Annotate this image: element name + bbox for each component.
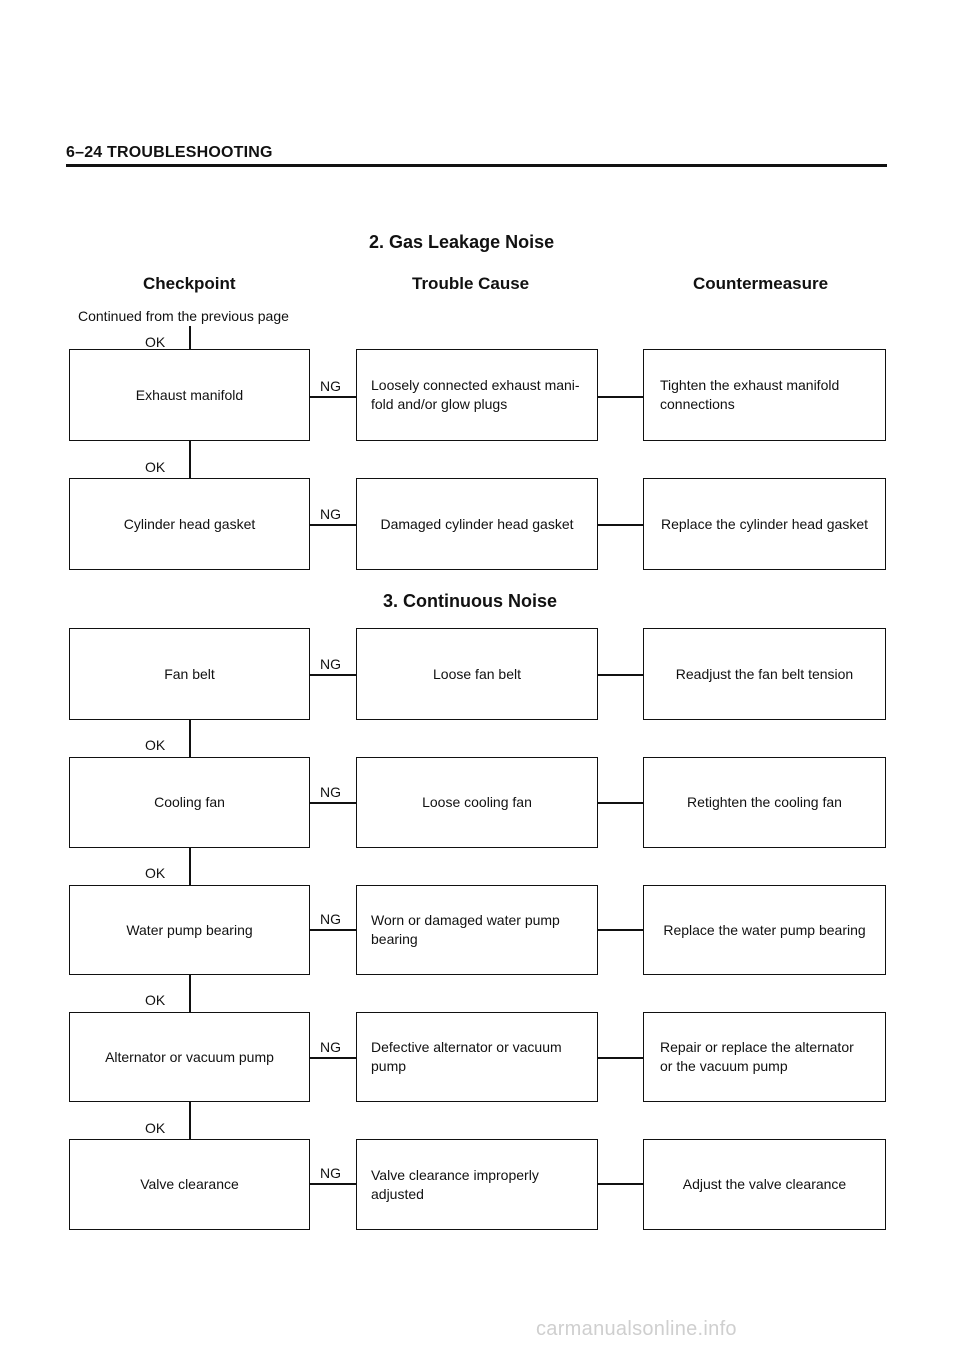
ok-label: OK xyxy=(145,1120,166,1136)
connector-line xyxy=(598,1183,644,1185)
countermeasure-label: Repair or replace the alternator or the vacuum pump xyxy=(660,1039,854,1074)
countermeasure-label: Readjust the fan belt tension xyxy=(675,665,854,682)
countermeasure-box xyxy=(643,1012,886,1102)
ok-label: OK xyxy=(145,865,166,881)
ng-label: NG xyxy=(320,378,341,394)
section-title-continuous-noise: 3. Continuous Noise xyxy=(383,591,558,611)
ok-label: OK xyxy=(145,737,166,753)
ng-label: NG xyxy=(320,1165,341,1181)
ng-label: NG xyxy=(320,506,341,522)
trouble-cause-label: Loose cooling fan xyxy=(422,794,532,811)
connector-line xyxy=(310,929,357,931)
connector-line xyxy=(310,1057,357,1059)
checkpoint-label: Alternator or vacuum pump xyxy=(105,1048,274,1065)
column-header-trouble-cause: Trouble Cause xyxy=(412,274,530,293)
countermeasure-label: Replace the cylinder head gasket xyxy=(660,515,869,532)
checkpoint-label: Exhaust manifold xyxy=(135,386,244,403)
trouble-cause-label: Loose fan belt xyxy=(433,665,521,682)
connector-line xyxy=(598,524,644,526)
checkpoint-box xyxy=(69,628,310,720)
checkpoint-box xyxy=(69,478,310,570)
connector-line xyxy=(310,396,357,398)
connector-line xyxy=(598,674,644,676)
ok-label: OK xyxy=(145,459,166,475)
ng-label: NG xyxy=(320,656,341,672)
connector-line xyxy=(310,802,357,804)
section-title-gas-leakage: 2. Gas Leakage Noise xyxy=(369,232,555,252)
connector-line xyxy=(598,929,644,931)
trouble-cause-box xyxy=(356,628,598,720)
watermark-text: carmanualsonline.info xyxy=(536,1318,737,1340)
countermeasure-box xyxy=(643,885,886,975)
countermeasure-box xyxy=(643,349,886,441)
checkpoint-label: Valve clearance xyxy=(140,1176,239,1193)
connector-line xyxy=(189,326,191,350)
ng-label: NG xyxy=(320,784,341,800)
trouble-cause-label: Damaged cylinder head gasket xyxy=(380,515,574,532)
connector-line xyxy=(598,1057,644,1059)
countermeasure-box xyxy=(643,478,886,570)
trouble-cause-box xyxy=(356,349,598,441)
trouble-cause-box xyxy=(356,885,598,975)
checkpoint-label: Cylinder head gasket xyxy=(123,515,256,532)
connector-line xyxy=(189,848,191,886)
page-header-title: 6–24 TROUBLESHOOTING xyxy=(66,144,273,161)
connector-line xyxy=(189,441,191,479)
ng-label: NG xyxy=(320,1039,341,1055)
ng-label: NG xyxy=(320,911,341,927)
checkpoint-box xyxy=(69,757,310,848)
countermeasure-label: Retighten the cooling fan xyxy=(687,794,842,811)
countermeasure-box xyxy=(643,628,886,720)
checkpoint-box xyxy=(69,1012,310,1102)
checkpoint-box xyxy=(69,1139,310,1230)
connector-line xyxy=(310,524,357,526)
checkpoint-box xyxy=(69,349,310,441)
checkpoint-box xyxy=(69,885,310,975)
trouble-cause-box xyxy=(356,1012,598,1102)
column-header-checkpoint: Checkpoint xyxy=(143,274,236,293)
checkpoint-label: Fan belt xyxy=(164,665,215,682)
countermeasure-box xyxy=(643,1139,886,1230)
trouble-cause-box xyxy=(356,757,598,848)
countermeasure-label: Adjust the valve clearance xyxy=(682,1176,847,1193)
column-header-countermeasure: Countermeasure xyxy=(693,274,829,293)
countermeasure-box xyxy=(643,757,886,848)
continued-note: Continued from the previous page xyxy=(78,308,289,324)
connector-line xyxy=(189,975,191,1013)
trouble-cause-box xyxy=(356,478,598,570)
countermeasure-label: Tighten the exhaust manifold connections xyxy=(660,377,840,412)
connector-line xyxy=(310,1183,357,1185)
connector-line xyxy=(189,720,191,758)
trouble-cause-label: Worn or damaged water pump bearing xyxy=(371,912,560,947)
trouble-cause-label: Valve clearance improperly adjusted xyxy=(371,1166,539,1202)
ok-label: OK xyxy=(145,334,166,350)
connector-line xyxy=(310,674,357,676)
ok-label: OK xyxy=(145,992,166,1008)
trouble-cause-label: Loosely connected exhaust mani- fold and/or glow plugs xyxy=(371,377,580,412)
countermeasure-label: Replace the water pump bearing xyxy=(663,921,866,938)
connector-line xyxy=(598,396,644,398)
checkpoint-label: Water pump bearing xyxy=(126,921,253,938)
header-rule xyxy=(66,164,887,167)
trouble-cause-label: Defective alternator or vacuum pump xyxy=(371,1039,562,1074)
connector-line xyxy=(189,1102,191,1140)
trouble-cause-box xyxy=(356,1139,598,1230)
checkpoint-label: Cooling fan xyxy=(154,794,225,811)
connector-line xyxy=(598,802,644,804)
